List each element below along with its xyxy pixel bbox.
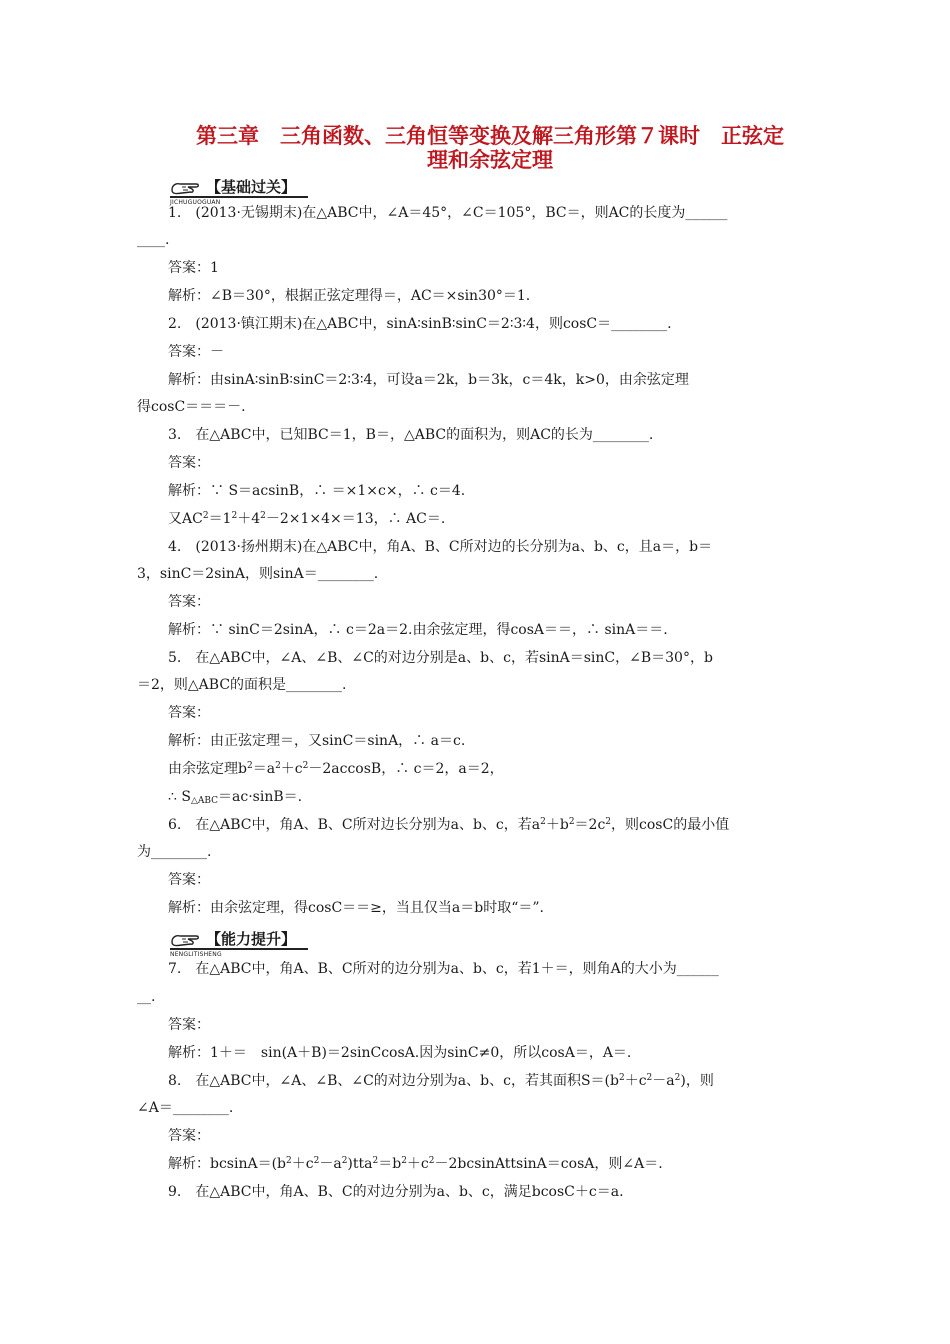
explanation-2-cont: 得cosC＝＝＝－. [137,399,246,415]
question-5: 5. 在△ABC中，∠A、∠B、∠C的对边分别是a、b、c，若sinA＝sinC，∠B＝30°，b [168,650,713,666]
question-7: 7. 在△ABC中，角A、B、C所对的边分别为a、b、c，若1＋＝，则角A的大小为______ [168,961,719,977]
question-4-cont: 3，sinC＝2sinA，则sinA＝________. [137,566,379,582]
question-1: 1. (2013·无锡期末)在△ABC中，∠A＝45°，∠C＝105°，BC＝，则AC的长度为______ [168,205,728,221]
pointing-hand-icon [170,930,206,950]
section-header-advanced [168,926,348,956]
answer-3: 答案： [168,455,210,471]
page-title-line-2: 理和余弦定理 [427,148,553,172]
question-9: 9. 在△ABC中，角A、B、C的对边分别为a、b、c，满足bcosC＋c＝a. [168,1184,624,1200]
question-5-cont: ＝2，则△ABC的面积是________. [137,677,347,693]
question-7-cont: __. [137,989,156,1005]
answer-6: 答案： [168,872,210,888]
explanation-2: 解析：由sinA∶sinB∶sinC＝2∶3∶4，可设a＝2k，b＝3k，c＝4k，k>0，由余弦定理 [168,372,689,388]
answer-1: 答案：1 [168,260,219,276]
explanation-8: 解析：$bcsinA=(b^2+c^2-a^2)tta^2=b^2+c^2-2bcsinAttsinA=\cos A$，则∠A＝. [168,1156,663,1172]
explanation-3: 解析：∵ S＝acsinB，∴ ＝×1×c×，∴ c＝4. [168,483,466,499]
section-header-basic [168,174,348,204]
section-underline [170,948,308,950]
explanation-5: 解析：由正弦定理＝，又sinC＝sinA，∴ a＝c. [168,733,466,749]
question-6: 6. 在△ABC中，角A、B、C所对边长分别为a、b、c，若$a^2+b^2=2c^2$，则cosC的最小值 [168,817,730,833]
page-title-line-1: 第三章 三角函数、三角恒等变换及解三角形第７课时 正弦定 [196,124,784,148]
explanation-1: 解析：∠B＝30°，根据正弦定理得＝，AC＝×sin30°＝1. [168,288,531,304]
section-label-basic: 【基础过关】 [206,178,297,196]
explanation-3-cont: 又$AC^2=1^2+4^2-2\times 1\times 4\times=13$，∴ AC＝. [168,511,446,527]
question-2: 2. (2013·镇江期末)在△ABC中，sinA∶sinB∶sinC＝2∶3∶4，则cosC＝________. [168,316,672,332]
explanation-5-cont-2: ∴ $S_{\triangle ABC}=ac\cdot\sin B=$. [168,789,303,806]
answer-5: 答案： [168,705,210,721]
question-4: 4. (2013·扬州期末)在△ABC中，角A、B、C所对边的长分别为a、b、c，且a＝，b＝ [168,539,713,555]
question-8: 8. 在△ABC中，∠A、∠B、∠C的对边分别为a、b、c，若其面积$S=(b^2+c^2-a^2)$，则 [168,1073,714,1089]
explanation-5-cont: 由余弦定理$b^2=a^2+c^2-2accosB$，∴ c＝2，a＝2， [168,761,504,777]
section-pinyin-basic: JICHUGUOGUAN [170,199,221,206]
section-label-advanced: 【能力提升】 [206,930,297,948]
pointing-hand-icon [170,178,206,198]
section-pinyin-advanced: NENGLITISHENG [170,951,222,958]
question-1-cont: ____. [137,232,170,248]
answer-7: 答案： [168,1017,210,1033]
section-underline [170,196,308,198]
question-8-cont: ∠A＝________. [137,1100,234,1116]
answer-4: 答案： [168,594,210,610]
question-6-cont: 为________. [137,844,212,860]
answer-8: 答案： [168,1128,210,1144]
answer-2: 答案：－ [168,344,224,360]
explanation-6: 解析：由余弦定理，得cosC＝＝≥，当且仅当a＝b时取“＝”. [168,900,544,916]
question-3: 3. 在△ABC中，已知BC＝1，B＝，△ABC的面积为，则AC的长为________. [168,427,654,443]
explanation-4: 解析：∵ sinC＝2sinA，∴ c＝2a＝2.由余弦定理，得cosA＝＝，∴ sinA＝＝. [168,622,668,638]
explanation-7: 解析：1＋＝ sin(A＋B)＝2sinCcosA.因为sinC≠0，所以cosA＝，A＝. [168,1045,632,1061]
